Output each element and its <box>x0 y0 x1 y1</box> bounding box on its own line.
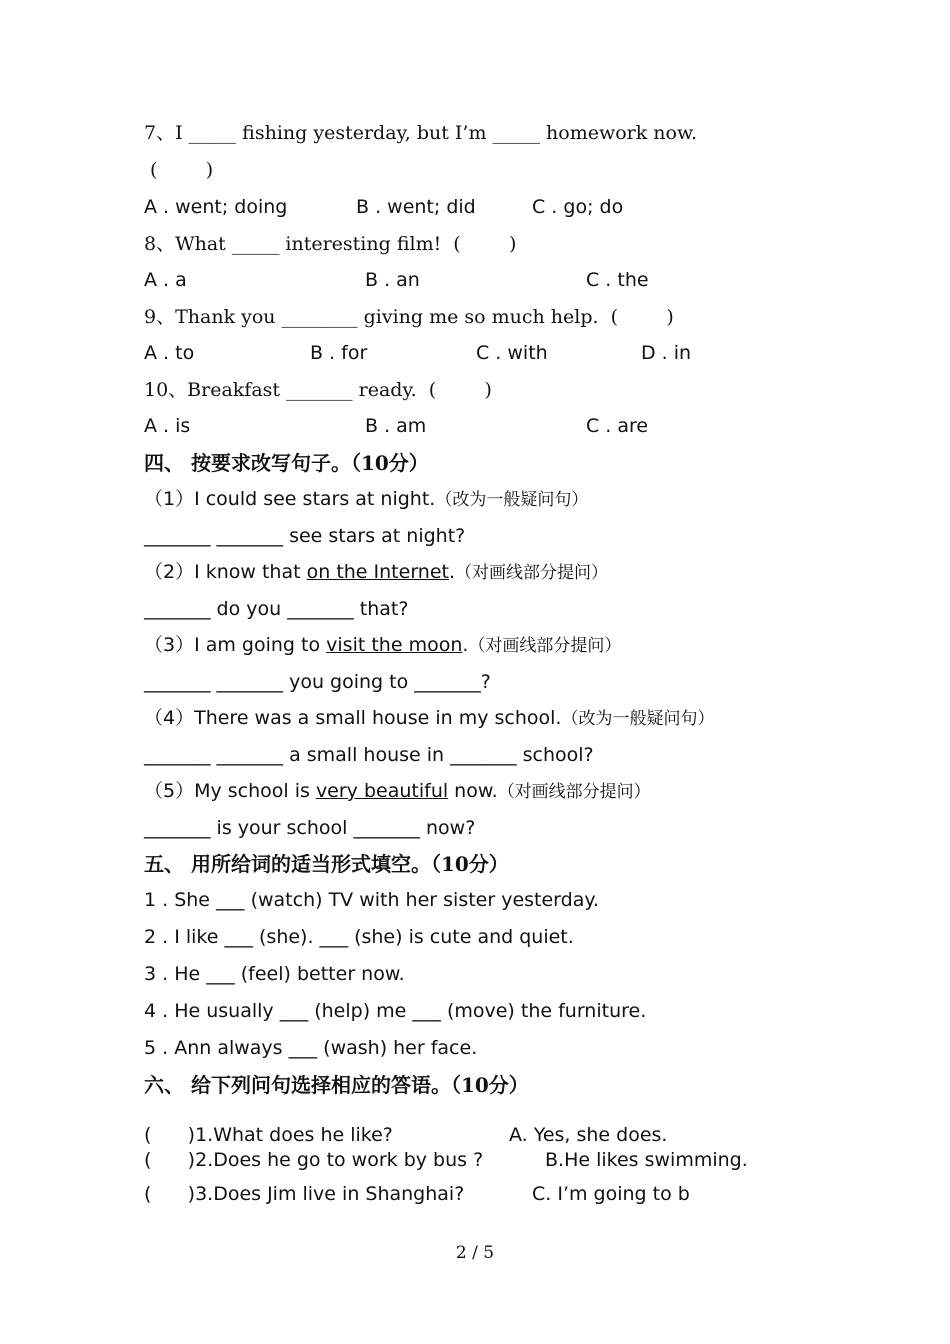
section6-answer-c: C. I’m going to b <box>532 1183 690 1205</box>
q9-option-d: D . in <box>641 342 692 364</box>
q10-option-c: C . are <box>586 415 649 437</box>
section5-item-2: 2 . I like ___ (she). ___ (she) is cute and quiet. <box>144 926 574 948</box>
section5-item-5: 5 . Ann always ___ (wash) her face. <box>144 1037 478 1059</box>
section4-item-5: （5）My school is very beautiful now.（对画线部分提问） <box>144 780 651 802</box>
section4-answer-5: _______ is your school _______ now? <box>144 817 476 839</box>
page-number: 2 / 5 <box>455 1243 495 1263</box>
section6-answer-a: A. Yes, she does. <box>509 1124 668 1146</box>
section5-item-4: 4 . He usually ___ (help) me ___ (move) the furniture. <box>144 1000 647 1022</box>
q8-option-b: B . an <box>365 269 420 291</box>
section4-item-2: （2）I know that on the Internet.（对画线部分提问） <box>144 561 609 583</box>
q10-stem: 10、Breakfast _______ ready. ( ) <box>144 379 492 401</box>
section5-item-3: 3 . He ___ (feel) better now. <box>144 963 405 985</box>
q8-option-c: C . the <box>586 269 649 291</box>
section6-answer-b: B.He likes swimming. <box>545 1149 748 1171</box>
section4-answer-1: _______ _______ see stars at night? <box>144 525 466 547</box>
q7-option-c: C . go; do <box>532 196 624 218</box>
section4-item-1: （1）I could see stars at night.（改为一般疑问句） <box>144 488 589 510</box>
section6-question-2: ( )2.Does he go to work by bus ? <box>144 1149 484 1171</box>
section6-title: 六、 给下列问句选择相应的答语。（10分） <box>144 1073 529 1097</box>
q9-option-b: B . for <box>310 342 368 364</box>
section4-item-3: （3）I am going to visit the moon.（对画线部分提问） <box>144 634 622 656</box>
section5-title: 五、 用所给词的适当形式填空。（10分） <box>144 852 509 876</box>
section4-title: 四、 按要求改写句子。（10分） <box>144 451 429 475</box>
q9-option-c: C . with <box>476 342 548 364</box>
section4-answer-2: _______ do you _______ that? <box>144 598 409 620</box>
q10-option-a: A . is <box>144 415 191 437</box>
section4-answer-4: _______ _______ a small house in _______ school? <box>144 744 594 766</box>
q7-answer-paren: ( ) <box>150 159 214 181</box>
q7-stem: 7、I _____ fishing yesterday, but I’m _____ homework now. <box>144 122 698 144</box>
q8-option-a: A . a <box>144 269 187 291</box>
section4-item-4: （4）There was a small house in my school.（改为一般疑问句） <box>144 707 715 729</box>
q7-option-b: B . went; did <box>356 196 476 218</box>
q8-stem: 8、What _____ interesting film! ( ) <box>144 233 517 255</box>
q7-option-a: A . went; doing <box>144 196 288 218</box>
section6-question-3: ( )3.Does Jim live in Shanghai? <box>144 1183 465 1205</box>
q9-stem: 9、Thank you ________ giving me so much help. ( ) <box>144 306 674 328</box>
section4-answer-3: _______ _______ you going to _______? <box>144 671 491 693</box>
q9-option-a: A . to <box>144 342 195 364</box>
section5-item-1: 1 . She ___ (watch) TV with her sister yesterday. <box>144 889 599 911</box>
section6-question-1: ( )1.What does he like? <box>144 1124 393 1146</box>
q10-option-b: B . am <box>365 415 427 437</box>
